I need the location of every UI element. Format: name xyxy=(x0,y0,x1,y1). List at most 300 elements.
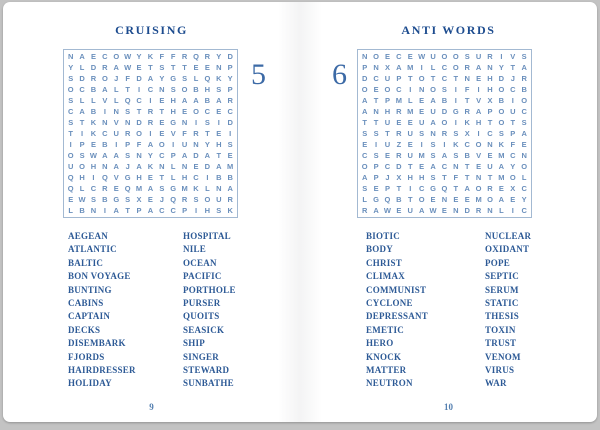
grid-letter: N xyxy=(136,151,142,160)
grid-letter: E xyxy=(373,184,379,193)
grid-letter: S xyxy=(362,129,368,138)
grid-letter: H xyxy=(90,162,97,171)
grid-letter: C xyxy=(441,74,448,83)
grid-letter: Q xyxy=(101,173,108,182)
grid-letter: K xyxy=(227,206,233,215)
word-list-item: SEASICK xyxy=(183,324,225,335)
grid-letter: D xyxy=(136,118,142,127)
grid-letter: E xyxy=(159,118,165,127)
word-list-item: NEUTRON xyxy=(366,378,413,389)
grid-letter: U xyxy=(181,140,188,149)
grid-letter: K xyxy=(453,140,459,149)
grid-letter: S xyxy=(216,85,222,94)
grid-letter: O xyxy=(498,107,505,116)
grid-letter: C xyxy=(170,206,176,215)
grid-letter: F xyxy=(125,74,130,83)
grid-letter: O xyxy=(101,74,108,83)
grid-letter: R xyxy=(181,195,188,204)
grid-letter: D xyxy=(227,52,233,61)
grid-letter: A xyxy=(521,63,527,72)
grid-letter: K xyxy=(147,52,154,61)
grid-letter: R xyxy=(147,118,154,127)
grid-letter: I xyxy=(206,173,209,182)
grid-letter: A xyxy=(373,206,379,215)
grid-letter: N xyxy=(102,162,108,171)
grid-letter: R xyxy=(441,129,448,138)
grid-letter: L xyxy=(79,96,85,105)
grid-letter: O xyxy=(373,52,379,61)
word-list-item: BIOTIC xyxy=(366,231,401,241)
grid-letter: P xyxy=(170,151,176,160)
grid-letter: A xyxy=(464,184,470,193)
grid-letter: S xyxy=(216,206,222,215)
grid-letter: F xyxy=(136,140,142,149)
grid-letter: W xyxy=(124,63,132,72)
grid-letter: S xyxy=(204,118,210,127)
grid-letter: E xyxy=(362,140,368,149)
word-list-item: OCEAN xyxy=(183,257,217,268)
grid-letter: O xyxy=(67,85,74,94)
grid-letter: Y xyxy=(498,63,504,72)
grid-letter: X xyxy=(510,184,516,193)
grid-letter: T xyxy=(407,195,413,204)
grid-letter: L xyxy=(521,173,527,182)
word-list-item: TRUST xyxy=(485,338,517,349)
grid-letter: O xyxy=(67,151,74,160)
word-list-item: HOSPITAL xyxy=(183,231,231,241)
grid-letter: N xyxy=(464,74,470,83)
grid-letter: I xyxy=(149,129,152,138)
grid-letter: M xyxy=(498,173,505,182)
grid-letter: A xyxy=(418,206,425,215)
grid-letter: A xyxy=(181,151,188,160)
grid-letter: O xyxy=(441,118,448,127)
grid-letter: N xyxy=(67,52,74,61)
grid-letter: C xyxy=(510,151,516,160)
word-list-item: BUNTING xyxy=(68,284,112,295)
grid-letter: V xyxy=(476,151,482,160)
grid-letter: X xyxy=(136,195,142,204)
grid-letter: T xyxy=(125,206,130,215)
grid-letter: C xyxy=(227,107,233,116)
word-list-item: BALTIC xyxy=(68,257,104,268)
grid-letter: E xyxy=(441,206,447,215)
grid-letter: W xyxy=(89,151,98,160)
grid-letter: A xyxy=(396,63,402,72)
grid-letter: D xyxy=(361,74,368,83)
grid-letter: C xyxy=(373,74,379,83)
grid-letter: U xyxy=(384,140,391,149)
grid-letter: L xyxy=(430,63,436,72)
grid-letter: P xyxy=(182,206,188,215)
word-list-item: THESIS xyxy=(485,311,520,322)
page-left xyxy=(3,2,300,422)
grid-letter: J xyxy=(125,162,130,171)
grid-letter: J xyxy=(159,195,164,204)
word-list-item: POPE xyxy=(485,257,510,268)
grid-letter: T xyxy=(442,173,447,182)
grid-letter: E xyxy=(487,151,493,160)
word-list-left-column-2 xyxy=(183,230,236,391)
grid-letter: S xyxy=(453,151,459,160)
grid-letter: N xyxy=(159,162,165,171)
grid-letter: N xyxy=(453,206,459,215)
grid-letter: P xyxy=(384,96,390,105)
grid-letter: Q xyxy=(441,184,448,193)
grid-letter: W xyxy=(78,195,86,204)
grid-letter: U xyxy=(475,52,482,61)
grid-letter: O xyxy=(475,184,482,193)
grid-letter: I xyxy=(409,184,412,193)
grid-letter: R xyxy=(396,129,402,138)
grid-letter: S xyxy=(68,118,74,127)
grid-letter: L xyxy=(170,162,176,171)
grid-letter: O xyxy=(113,52,120,61)
page-right xyxy=(300,2,597,422)
grid-letter: N xyxy=(373,107,379,116)
grid-letter: K xyxy=(193,184,199,193)
grid-letter: S xyxy=(125,107,131,116)
grid-letter: P xyxy=(227,63,233,72)
grid-letter: E xyxy=(430,195,436,204)
grid-letter: O xyxy=(79,162,85,171)
word-list-item: COMMUNIST xyxy=(366,284,427,295)
grid-letter: W xyxy=(124,52,132,61)
grid-letter: S xyxy=(68,96,74,105)
grid-letter: C xyxy=(204,107,211,116)
grid-letter: R xyxy=(147,107,154,116)
puzzle-title-left: CRUISING xyxy=(115,23,188,37)
grid-letter: H xyxy=(170,96,176,105)
grid-letter: S xyxy=(464,52,470,61)
grid-letter: E xyxy=(216,129,222,138)
grid-letter: Y xyxy=(136,52,142,61)
grid-letter: E xyxy=(216,107,222,116)
grid-letter: N xyxy=(430,129,436,138)
grid-letter: P xyxy=(79,140,85,149)
grid-letter: C xyxy=(464,140,470,149)
grid-letter: N xyxy=(373,63,379,72)
grid-letter: X xyxy=(464,129,470,138)
grid-letter: L xyxy=(79,184,85,193)
grid-letter: C xyxy=(521,107,527,116)
grid-letter: H xyxy=(487,74,493,83)
grid-letter: T xyxy=(487,173,493,182)
grid-letter: M xyxy=(395,96,402,105)
word-list-item: SHIP xyxy=(183,338,206,349)
grid-letter: C xyxy=(396,52,402,61)
grid-letter: J xyxy=(510,74,515,83)
grid-letter: T xyxy=(407,162,413,171)
grid-letter: T xyxy=(216,151,222,160)
grid-letter: V xyxy=(170,129,176,138)
grid-letter: Q xyxy=(124,184,131,193)
grid-letter: B xyxy=(396,195,402,204)
grid-letter: E xyxy=(227,151,233,160)
grid-letter: T xyxy=(385,129,390,138)
grid-letter: W xyxy=(383,206,392,215)
grid-letter: T xyxy=(510,118,516,127)
grid-letter: M xyxy=(135,184,143,193)
grid-letter: H xyxy=(475,118,482,127)
grid-letter: E xyxy=(396,118,402,127)
grid-letter: N xyxy=(418,85,425,94)
grid-letter: Q xyxy=(204,74,211,83)
grid-letter: T xyxy=(68,129,73,138)
grid-letter: S xyxy=(159,63,165,72)
grid-letter: N xyxy=(90,206,97,215)
grid-letter: E xyxy=(193,63,199,72)
word-list-item: NUCLEAR xyxy=(485,231,532,241)
grid-letter: K xyxy=(216,74,222,83)
grid-letter: I xyxy=(217,118,220,127)
grid-letter: B xyxy=(498,96,505,105)
word-list-item: SEPTIC xyxy=(485,271,520,282)
grid-letter: H xyxy=(407,173,413,182)
grid-letter: S xyxy=(193,195,199,204)
grid-letter: T xyxy=(407,74,413,83)
word-list-item: BODY xyxy=(366,244,394,255)
grid-letter: H xyxy=(487,85,493,94)
grid-letter: A xyxy=(113,151,119,160)
grid-letter: D xyxy=(227,118,233,127)
grid-letter: U xyxy=(430,107,436,116)
grid-letter: V xyxy=(510,52,516,61)
grid-letter: X xyxy=(384,63,390,72)
grid-letter: L xyxy=(362,195,367,204)
grid-letter: A xyxy=(361,96,368,105)
grid-letter: U xyxy=(430,52,436,61)
grid-letter: Y xyxy=(216,52,222,61)
grid-letter: E xyxy=(68,195,74,204)
grid-letter: O xyxy=(452,63,459,72)
grid-letter: O xyxy=(418,74,425,83)
grid-letter: N xyxy=(521,151,527,160)
grid-letter: D xyxy=(396,162,402,171)
word-list-item: PURSER xyxy=(183,298,221,309)
grid-letter: I xyxy=(420,140,423,149)
grid-letter: M xyxy=(498,151,505,160)
grid-letter: O xyxy=(498,118,505,127)
grid-letter: E xyxy=(90,140,96,149)
grid-letter: K xyxy=(464,118,470,127)
grid-letter: T xyxy=(79,118,85,127)
grid-letter: I xyxy=(115,140,118,149)
grid-letter: L xyxy=(91,96,96,105)
grid-letter: O xyxy=(418,195,425,204)
grid-letter: U xyxy=(407,129,413,138)
grid-letter: N xyxy=(216,184,222,193)
grid-letter: O xyxy=(487,195,493,204)
grid-letter: A xyxy=(113,63,119,72)
grid-letter: A xyxy=(430,162,436,171)
grid-letter: C xyxy=(193,173,199,182)
grid-letter: T xyxy=(182,63,187,72)
grid-letter: V xyxy=(113,173,119,182)
word-list-item: STEWARD xyxy=(183,365,230,376)
grid-letter: D xyxy=(79,74,85,83)
word-list-item: KNOCK xyxy=(366,351,402,362)
grid-letter: Y xyxy=(147,151,153,160)
grid-letter: Q xyxy=(193,52,199,61)
grid-letter: Y xyxy=(159,74,165,83)
grid-letter: T xyxy=(510,63,516,72)
grid-letter: C xyxy=(521,184,527,193)
word-list-item: AEGEAN xyxy=(68,231,109,241)
grid-letter: B xyxy=(204,96,211,105)
grid-letter: F xyxy=(170,52,176,61)
grid-letter: O xyxy=(361,162,368,171)
grid-letter: N xyxy=(124,118,131,127)
grid-letter: O xyxy=(475,140,482,149)
grid-letter: E xyxy=(498,184,504,193)
grid-letter: H xyxy=(418,173,425,182)
grid-letter: E xyxy=(90,52,96,61)
grid-letter: M xyxy=(227,162,234,171)
page-number-right: 10 xyxy=(444,402,453,412)
grid-letter: O xyxy=(204,195,211,204)
grid-letter: A xyxy=(113,162,119,171)
grid-letter: E xyxy=(159,96,165,105)
grid-letter: S xyxy=(430,173,436,182)
grid-letter: G xyxy=(170,118,177,127)
grid-letter: S xyxy=(498,129,504,138)
grid-letter: S xyxy=(453,129,459,138)
grid-letter: I xyxy=(375,140,378,149)
grid-letter: L xyxy=(79,63,85,72)
grid-letter: T xyxy=(373,118,379,127)
grid-letter: E xyxy=(396,206,402,215)
puzzle-number-right: 6 xyxy=(332,58,347,91)
word-list-item: SERUM xyxy=(485,284,519,295)
grid-letter: S xyxy=(362,184,368,193)
grid-letter: E xyxy=(419,107,425,116)
grid-letter: I xyxy=(194,206,198,215)
grid-letter: I xyxy=(137,85,141,94)
grid-letter: T xyxy=(464,173,470,182)
grid-letter: V xyxy=(476,96,482,105)
grid-letter: S xyxy=(125,151,131,160)
grid-letter: M xyxy=(181,184,188,193)
word-list-item: STATIC xyxy=(485,298,519,309)
grid-letter: I xyxy=(443,140,446,149)
word-list-item: CAPTAIN xyxy=(68,311,111,322)
grid-letter: K xyxy=(498,140,505,149)
grid-letter: C xyxy=(418,184,425,193)
grid-letter: W xyxy=(418,52,426,61)
grid-letter: I xyxy=(81,129,84,138)
grid-letter: U xyxy=(487,162,493,171)
grid-letter: C xyxy=(159,151,165,160)
word-list-item: CYCLONE xyxy=(366,298,413,309)
grid-letter: A xyxy=(430,96,436,105)
grid-letter: P xyxy=(384,184,390,193)
grid-letter: T xyxy=(170,63,176,72)
grid-letter: Y xyxy=(521,195,527,204)
grid-letter: N xyxy=(159,85,165,94)
grid-letter: T xyxy=(487,118,493,127)
grid-letter: I xyxy=(454,85,457,94)
grid-letter: O xyxy=(509,173,516,182)
grid-letter: A xyxy=(79,52,85,61)
grid-letter: Q xyxy=(67,184,74,193)
grid-letter: T xyxy=(159,173,165,182)
grid-letter: E xyxy=(453,195,459,204)
grid-letter: M xyxy=(407,63,414,72)
grid-letter: I xyxy=(69,140,72,149)
grid-letter: A xyxy=(441,151,448,160)
grid-letter: P xyxy=(373,173,379,182)
grid-letter: E xyxy=(384,151,390,160)
grid-letter: L xyxy=(170,173,176,182)
page-number-left: 9 xyxy=(149,402,154,412)
grid-letter: A xyxy=(147,140,154,149)
grid-letter: E xyxy=(113,184,119,193)
wordsearch-grid-right xyxy=(357,49,532,218)
grid-letter: P xyxy=(362,63,368,72)
grid-letter: A xyxy=(475,63,482,72)
grid-letter: L xyxy=(193,74,199,83)
grid-letter: A xyxy=(361,173,368,182)
grid-letter: S xyxy=(521,52,527,61)
grid-letter: G xyxy=(170,184,177,193)
grid-letter: R xyxy=(464,107,470,116)
book-spread xyxy=(3,2,597,422)
grid-letter: E xyxy=(407,118,413,127)
word-list-item: OXIDANT xyxy=(485,244,530,255)
word-list-right xyxy=(300,230,597,391)
grid-letter: B xyxy=(193,85,199,94)
grid-letter: G xyxy=(452,107,459,116)
grid-letter: L xyxy=(113,85,119,94)
grid-letter: N xyxy=(216,63,222,72)
grid-letter: C xyxy=(521,206,527,215)
grid-letter: E xyxy=(204,63,210,72)
grid-letter: I xyxy=(92,173,95,182)
grid-letter: Y xyxy=(68,63,74,72)
grid-letter: I xyxy=(172,140,175,149)
grid-letter: P xyxy=(373,162,379,171)
grid-letter: B xyxy=(464,151,470,160)
grid-letter: U xyxy=(384,118,391,127)
grid-letter: K xyxy=(147,162,154,171)
grid-letter: S xyxy=(159,184,165,193)
grid-letter: N xyxy=(181,118,188,127)
word-list-item: PORTHOLE xyxy=(183,284,236,295)
grid-letter: C xyxy=(67,107,74,116)
grid-letter: U xyxy=(384,74,391,83)
grid-letter: N xyxy=(487,63,493,72)
grid-letter: D xyxy=(498,74,505,83)
grid-letter: K xyxy=(90,118,97,127)
grid-letter: D xyxy=(204,162,211,171)
grid-letter: A xyxy=(193,96,199,105)
grid-letter: H xyxy=(216,140,222,149)
grid-letter: T xyxy=(464,162,470,171)
grid-letter: E xyxy=(476,74,482,83)
grid-letter: A xyxy=(216,96,222,105)
grid-letter: R xyxy=(227,96,233,105)
grid-letter: R xyxy=(396,107,402,116)
grid-letter: I xyxy=(454,96,457,105)
grid-letter: G xyxy=(113,195,120,204)
grid-letter: F xyxy=(159,52,165,61)
grid-letter: C xyxy=(159,206,165,215)
grid-letter: R xyxy=(90,74,97,83)
grid-letter: R xyxy=(102,63,108,72)
grid-letter: N xyxy=(453,162,459,171)
grid-letter: E xyxy=(419,162,425,171)
